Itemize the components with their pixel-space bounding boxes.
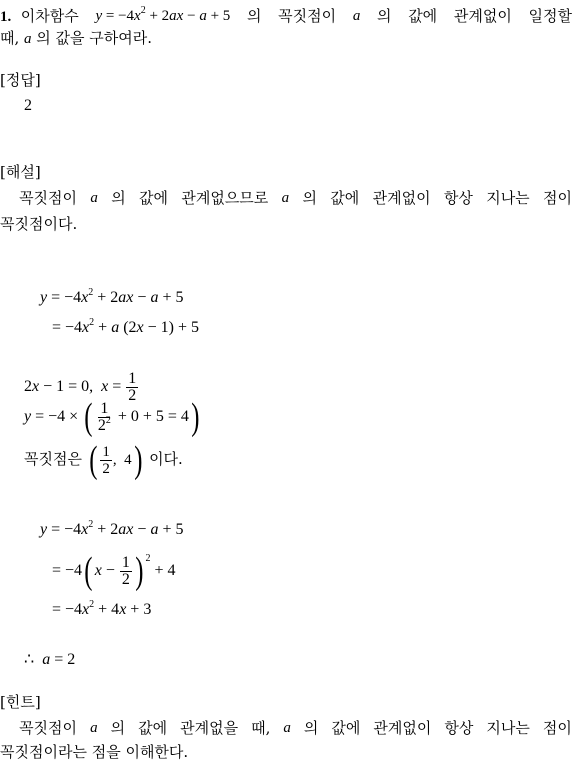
solution-eq1-line-1: $y = -4x^2 + 2ax - a + 5$	[40, 287, 184, 306]
solution-eq2-line-1: $y = -4x^2 + 2ax - a + 5$	[40, 519, 184, 538]
answer-label: [정답]	[0, 71, 41, 89]
solution-conclusion: ∴ a = 2	[24, 651, 76, 668]
hint-label: [힌트]	[0, 693, 41, 711]
solution-para-line-1: 꼭짓점이 a 의 값에 관계없으므로 a 의 값에 관계없이 항상 지나는 점이	[0, 189, 572, 207]
solution-para-line-2: 꼭짓점이다.	[0, 215, 78, 233]
solution-y-value: y = −4 × ( $\frac{1}{2^2}$ + 0 + 5 = 4)	[24, 396, 200, 439]
problem-line-2: 때, a 의 값을 구하여라.	[0, 29, 153, 47]
solution-label: [해설]	[0, 163, 41, 181]
hint-line-1: 꼭짓점이 a 의 값에 관계없을 때, a 의 값에 관계없이 항상 지나는 점이	[0, 719, 572, 737]
solution-eq2-line-3: = $-4x^2 + 4x + 3$	[52, 599, 152, 618]
solution-eq1-line-2: = $-4x^2 + a$ (2x − 1) + 5	[52, 317, 199, 336]
solution-eq2-line-2: = −4( x − $\frac{1}{2}$ ) $^2$ + 4	[52, 550, 176, 593]
answer-value: 2	[24, 97, 32, 114]
solution-condition: 2x − 1 = 0, x = $\frac{1}{2}$	[24, 369, 137, 404]
solution-vertex: 꼭짓점은 ( $\frac{1}{2}$ , 4) 이다.	[24, 439, 183, 481]
problem-line-1: 1. 이차함수 $y = -4x^2 + 2ax - a + 5$ 의 꼭짓점이 a 의 값에 관계없이 일정할	[0, 5, 572, 25]
hint-line-2: 꼭짓점이라는 점을 이해한다.	[0, 743, 189, 761]
problem-number: 1.	[0, 9, 12, 25]
